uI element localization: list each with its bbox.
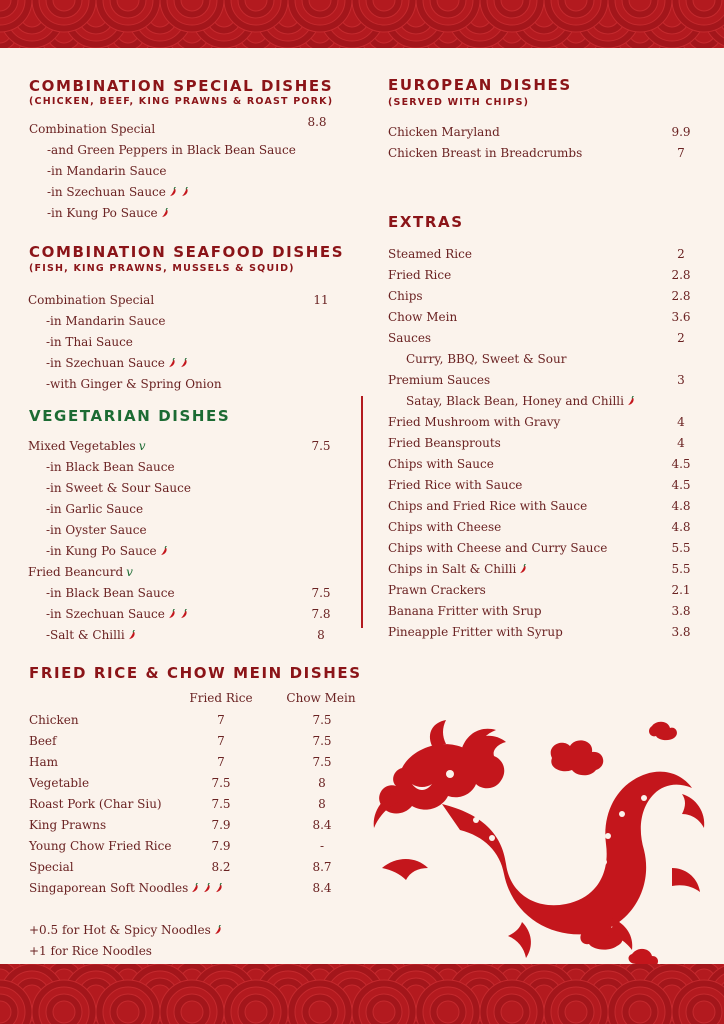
menu-item (46, 480, 191, 496)
menu-item-label: Singaporean Soft Noodles (29, 881, 189, 895)
combination-seafood-subtitle: (FISH, KING PRAWNS, MUSSELS & SQUID) (29, 263, 295, 274)
chow-mein-price: 7.5 (312, 755, 332, 769)
fried-rice-column-header: Fried Rice (189, 691, 253, 705)
menu-item-label: Ham (29, 755, 58, 769)
wave-scallop (53, 1001, 75, 1023)
menu-item-price: 2.8 (671, 289, 691, 303)
menu-item-price: 4 (677, 415, 685, 429)
menu-item (388, 561, 528, 577)
wave-scallop (565, 1001, 587, 1023)
menu-item-label: Banana Fritter with Srup (388, 604, 542, 618)
chow-mein-price: 7.5 (312, 734, 332, 748)
menu-item-price: 7.5 (311, 586, 331, 600)
menu-item (28, 292, 154, 308)
menu-item-label: Prawn Crackers (388, 583, 486, 597)
menu-item (388, 124, 500, 140)
menu-item-price: 5.5 (671, 562, 691, 576)
fried-rice-price: 7 (217, 755, 225, 769)
fried-rice-price: 7.5 (211, 797, 231, 811)
menu-item-label: Chicken Breast in Breadcrumbs (388, 146, 583, 160)
menu-item-label: -in Sweet & Sour Sauce (46, 481, 191, 495)
menu-item-label: Sauces (388, 331, 432, 345)
chili-icon (517, 564, 528, 574)
chow-mein-price: 8.7 (312, 860, 332, 874)
menu-item-label: -in Kung Po Sauce (46, 544, 157, 558)
menu-item (28, 564, 133, 580)
menu-item-price: 3.8 (671, 625, 691, 639)
menu-item (47, 184, 190, 200)
table-row (29, 838, 171, 854)
vegetarian-mark: v (138, 439, 146, 453)
menu-item-label: Satay, Black Bean, Honey and Chilli (406, 394, 624, 408)
menu-item (388, 540, 607, 556)
menu-item (388, 477, 522, 493)
menu-item-label: Vegetable (29, 776, 90, 790)
chow-mein-price: 8 (318, 776, 326, 790)
menu-item (388, 582, 486, 598)
table-row (29, 796, 162, 812)
menu-item-label: Chicken Maryland (388, 125, 500, 139)
menu-item-label: +0.5 for Hot & Spicy Noodles (29, 923, 211, 937)
menu-item (406, 351, 566, 367)
menu-item (388, 519, 501, 535)
menu-note (29, 943, 152, 959)
menu-item (28, 438, 145, 454)
chili-icon (159, 208, 170, 218)
menu-item (388, 624, 563, 640)
menu-item-label: -in Szechuan Sauce (46, 356, 165, 370)
menu-item-label: +1 for Rice Noodles (29, 944, 152, 958)
menu-item-price: 3.6 (671, 310, 691, 324)
menu-item-label: Chips (388, 289, 423, 303)
menu-item (47, 142, 296, 158)
menu-item-label: Chips and Fried Rice with Sauce (388, 499, 588, 513)
menu-item-label: Fried Rice (388, 268, 452, 282)
menu-item (46, 585, 175, 601)
chili-icon (201, 883, 212, 893)
menu-item-label: Fried Rice with Sauce (388, 478, 523, 492)
menu-item-label: -in Mandarin Sauce (46, 314, 166, 328)
combination-special-subtitle: (CHICKEN, BEEF, KING PRAWNS & ROAST PORK) (29, 96, 334, 107)
menu-item (388, 603, 542, 619)
menu-item-price: 3 (677, 373, 685, 387)
menu-item (46, 606, 189, 622)
wave-scallop (501, 1001, 523, 1023)
menu-item-label: -in Black Bean Sauce (46, 586, 175, 600)
menu-note (29, 922, 223, 938)
menu-item-price: 4 (677, 436, 685, 450)
table-row (29, 817, 106, 833)
menu-item-label: Fried Beansprouts (388, 436, 501, 450)
menu-item (47, 163, 166, 179)
menu-item (388, 372, 490, 388)
menu-item-label: Steamed Rice (388, 247, 472, 261)
menu-item (46, 501, 143, 517)
dragon-illustration (372, 718, 724, 978)
menu-item (46, 313, 165, 329)
menu-item-label: Combination Special (28, 293, 155, 307)
menu-item-label: -in Thai Sauce (46, 335, 133, 349)
menu-item-label: -with Ginger & Spring Onion (46, 377, 222, 391)
chili-icon (158, 546, 169, 556)
menu-item-price: 2 (677, 247, 685, 261)
menu-item-price: 3.8 (671, 604, 691, 618)
menu-item (388, 456, 494, 472)
menu-item (406, 393, 636, 409)
menu-item (388, 145, 582, 161)
menu-item-label: Chips in Salt & Chilli (388, 562, 517, 576)
menu-item-price: 7.8 (311, 607, 331, 621)
fried-rice-price: 7.5 (211, 776, 231, 790)
chili-icon (178, 609, 189, 619)
chow-mein-price: 8.4 (312, 881, 332, 895)
wave-scallop (373, 1001, 395, 1023)
extras-title: EXTRAS (388, 213, 464, 231)
chili-icon (179, 187, 190, 197)
table-row (29, 754, 58, 770)
wave-scallop (117, 1001, 139, 1023)
table-row (29, 712, 79, 728)
menu-item-price: 4.5 (671, 457, 691, 471)
menu-item-price: 4.8 (671, 499, 691, 513)
wave-scallop (629, 1001, 651, 1023)
column-divider (361, 396, 363, 628)
menu-item-label: Chips with Sauce (388, 457, 494, 471)
chili-icon (167, 187, 178, 197)
chili-icon (212, 925, 223, 935)
chili-icon (213, 883, 224, 893)
chow-mein-column-header: Chow Mein (286, 691, 356, 705)
menu-item-price: 7.5 (311, 439, 331, 453)
fried-rice-price: 7.9 (211, 818, 231, 832)
menu-item (388, 309, 457, 325)
menu-item-price: 8.8 (307, 115, 327, 129)
menu-item-label: Young Chow Fried Rice (29, 839, 172, 853)
menu-item-label: -in Kung Po Sauce (47, 206, 158, 220)
fried-rice-price: 7 (217, 713, 225, 727)
menu-item-price: 2.1 (671, 583, 691, 597)
menu-item (46, 355, 189, 371)
menu-item (29, 121, 155, 137)
menu-item (388, 288, 423, 304)
wave-scallop (309, 1001, 331, 1023)
menu-item (46, 627, 137, 643)
chili-icon (189, 883, 200, 893)
menu-item-label: Special (29, 860, 74, 874)
table-row (29, 733, 56, 749)
fried-rice-title: FRIED RICE & CHOW MEIN DISHES (29, 664, 362, 682)
wave-scallop (245, 1001, 267, 1023)
menu-item (388, 414, 560, 430)
chili-icon (178, 358, 189, 368)
table-row (29, 775, 89, 791)
menu-item (46, 459, 175, 475)
fried-rice-price: 7 (217, 734, 225, 748)
menu-item-price: 7 (677, 146, 685, 160)
menu-item-label: Premium Sauces (388, 373, 491, 387)
menu-item-price: 5.5 (671, 541, 691, 555)
menu-item-label: Chow Mein (388, 310, 458, 324)
menu-item-label: -in Szechuan Sauce (46, 607, 165, 621)
table-row (29, 859, 74, 875)
chili-icon (625, 396, 636, 406)
menu-item-label: Chips with Cheese (388, 520, 502, 534)
menu-item (47, 205, 170, 221)
menu-item-price: 2.8 (671, 268, 691, 282)
menu-item-label: Chicken (29, 713, 79, 727)
menu-item-label: -in Garlic Sauce (46, 502, 144, 516)
combination-seafood-title: COMBINATION SEAFOOD DISHES (29, 243, 345, 261)
menu-item-label: -Salt & Chilli (46, 628, 125, 642)
chow-mein-price: 8 (318, 797, 326, 811)
european-subtitle: (SERVED WITH CHIPS) (388, 97, 530, 108)
menu-item-label: Fried Beancurd (28, 565, 124, 579)
table-row (29, 880, 224, 896)
wave-scallop (181, 1001, 203, 1023)
menu-item-label: Pineapple Fritter with Syrup (388, 625, 563, 639)
wave-scallop (437, 1001, 459, 1023)
wave-pattern-bottom (0, 964, 724, 1024)
menu-item-price: 8 (317, 628, 325, 642)
chili-icon (166, 358, 177, 368)
menu-item-label: Fried Mushroom with Gravy (388, 415, 561, 429)
menu-item (46, 543, 169, 559)
menu-item-label: Chips with Cheese and Curry Sauce (388, 541, 608, 555)
menu-item (388, 498, 587, 514)
menu-item-label: Roast Pork (Char Siu) (29, 797, 162, 811)
menu-item-label: Beef (29, 734, 57, 748)
fried-rice-price: 8.2 (211, 860, 231, 874)
vegetarian-mark: v (126, 565, 133, 579)
menu-item-price: 2 (677, 331, 685, 345)
menu-item-label: Curry, BBQ, Sweet & Sour (406, 352, 567, 366)
menu-item-label: -in Szechuan Sauce (47, 185, 166, 199)
chili-icon (166, 609, 177, 619)
menu-item-price: 4.5 (671, 478, 691, 492)
vegetarian-title: VEGETARIAN DISHES (29, 407, 231, 425)
chili-icon (126, 630, 137, 640)
menu-item (46, 522, 147, 538)
menu-item-label: Mixed Vegetables (28, 439, 136, 453)
european-title: EUROPEAN DISHES (388, 76, 572, 94)
menu-item (388, 435, 501, 451)
chow-mein-price: 7.5 (312, 713, 332, 727)
chow-mein-price: - (319, 839, 325, 853)
menu-item-label: -in Mandarin Sauce (47, 164, 167, 178)
menu-item-label: King Prawns (29, 818, 107, 832)
menu-item-label: Combination Special (29, 122, 156, 136)
menu-item-label: -in Black Bean Sauce (46, 460, 175, 474)
menu-item-price: 9.9 (671, 125, 691, 139)
menu-item (46, 376, 222, 392)
menu-item (388, 246, 472, 262)
wave-pattern-top (0, 0, 724, 48)
menu-item-price: 11 (313, 293, 329, 307)
chow-mein-price: 8.4 (312, 818, 332, 832)
fried-rice-price: 7.9 (211, 839, 231, 853)
menu-item-label: -in Oyster Sauce (46, 523, 147, 537)
menu-item-price: 4.8 (671, 520, 691, 534)
menu-item (388, 267, 451, 283)
menu-item (388, 330, 431, 346)
menu-item (46, 334, 133, 350)
combination-special-title: COMBINATION SPECIAL DISHES (29, 77, 334, 95)
wave-scallop (693, 1001, 715, 1023)
menu-item-label: -and Green Peppers in Black Bean Sauce (47, 143, 296, 157)
